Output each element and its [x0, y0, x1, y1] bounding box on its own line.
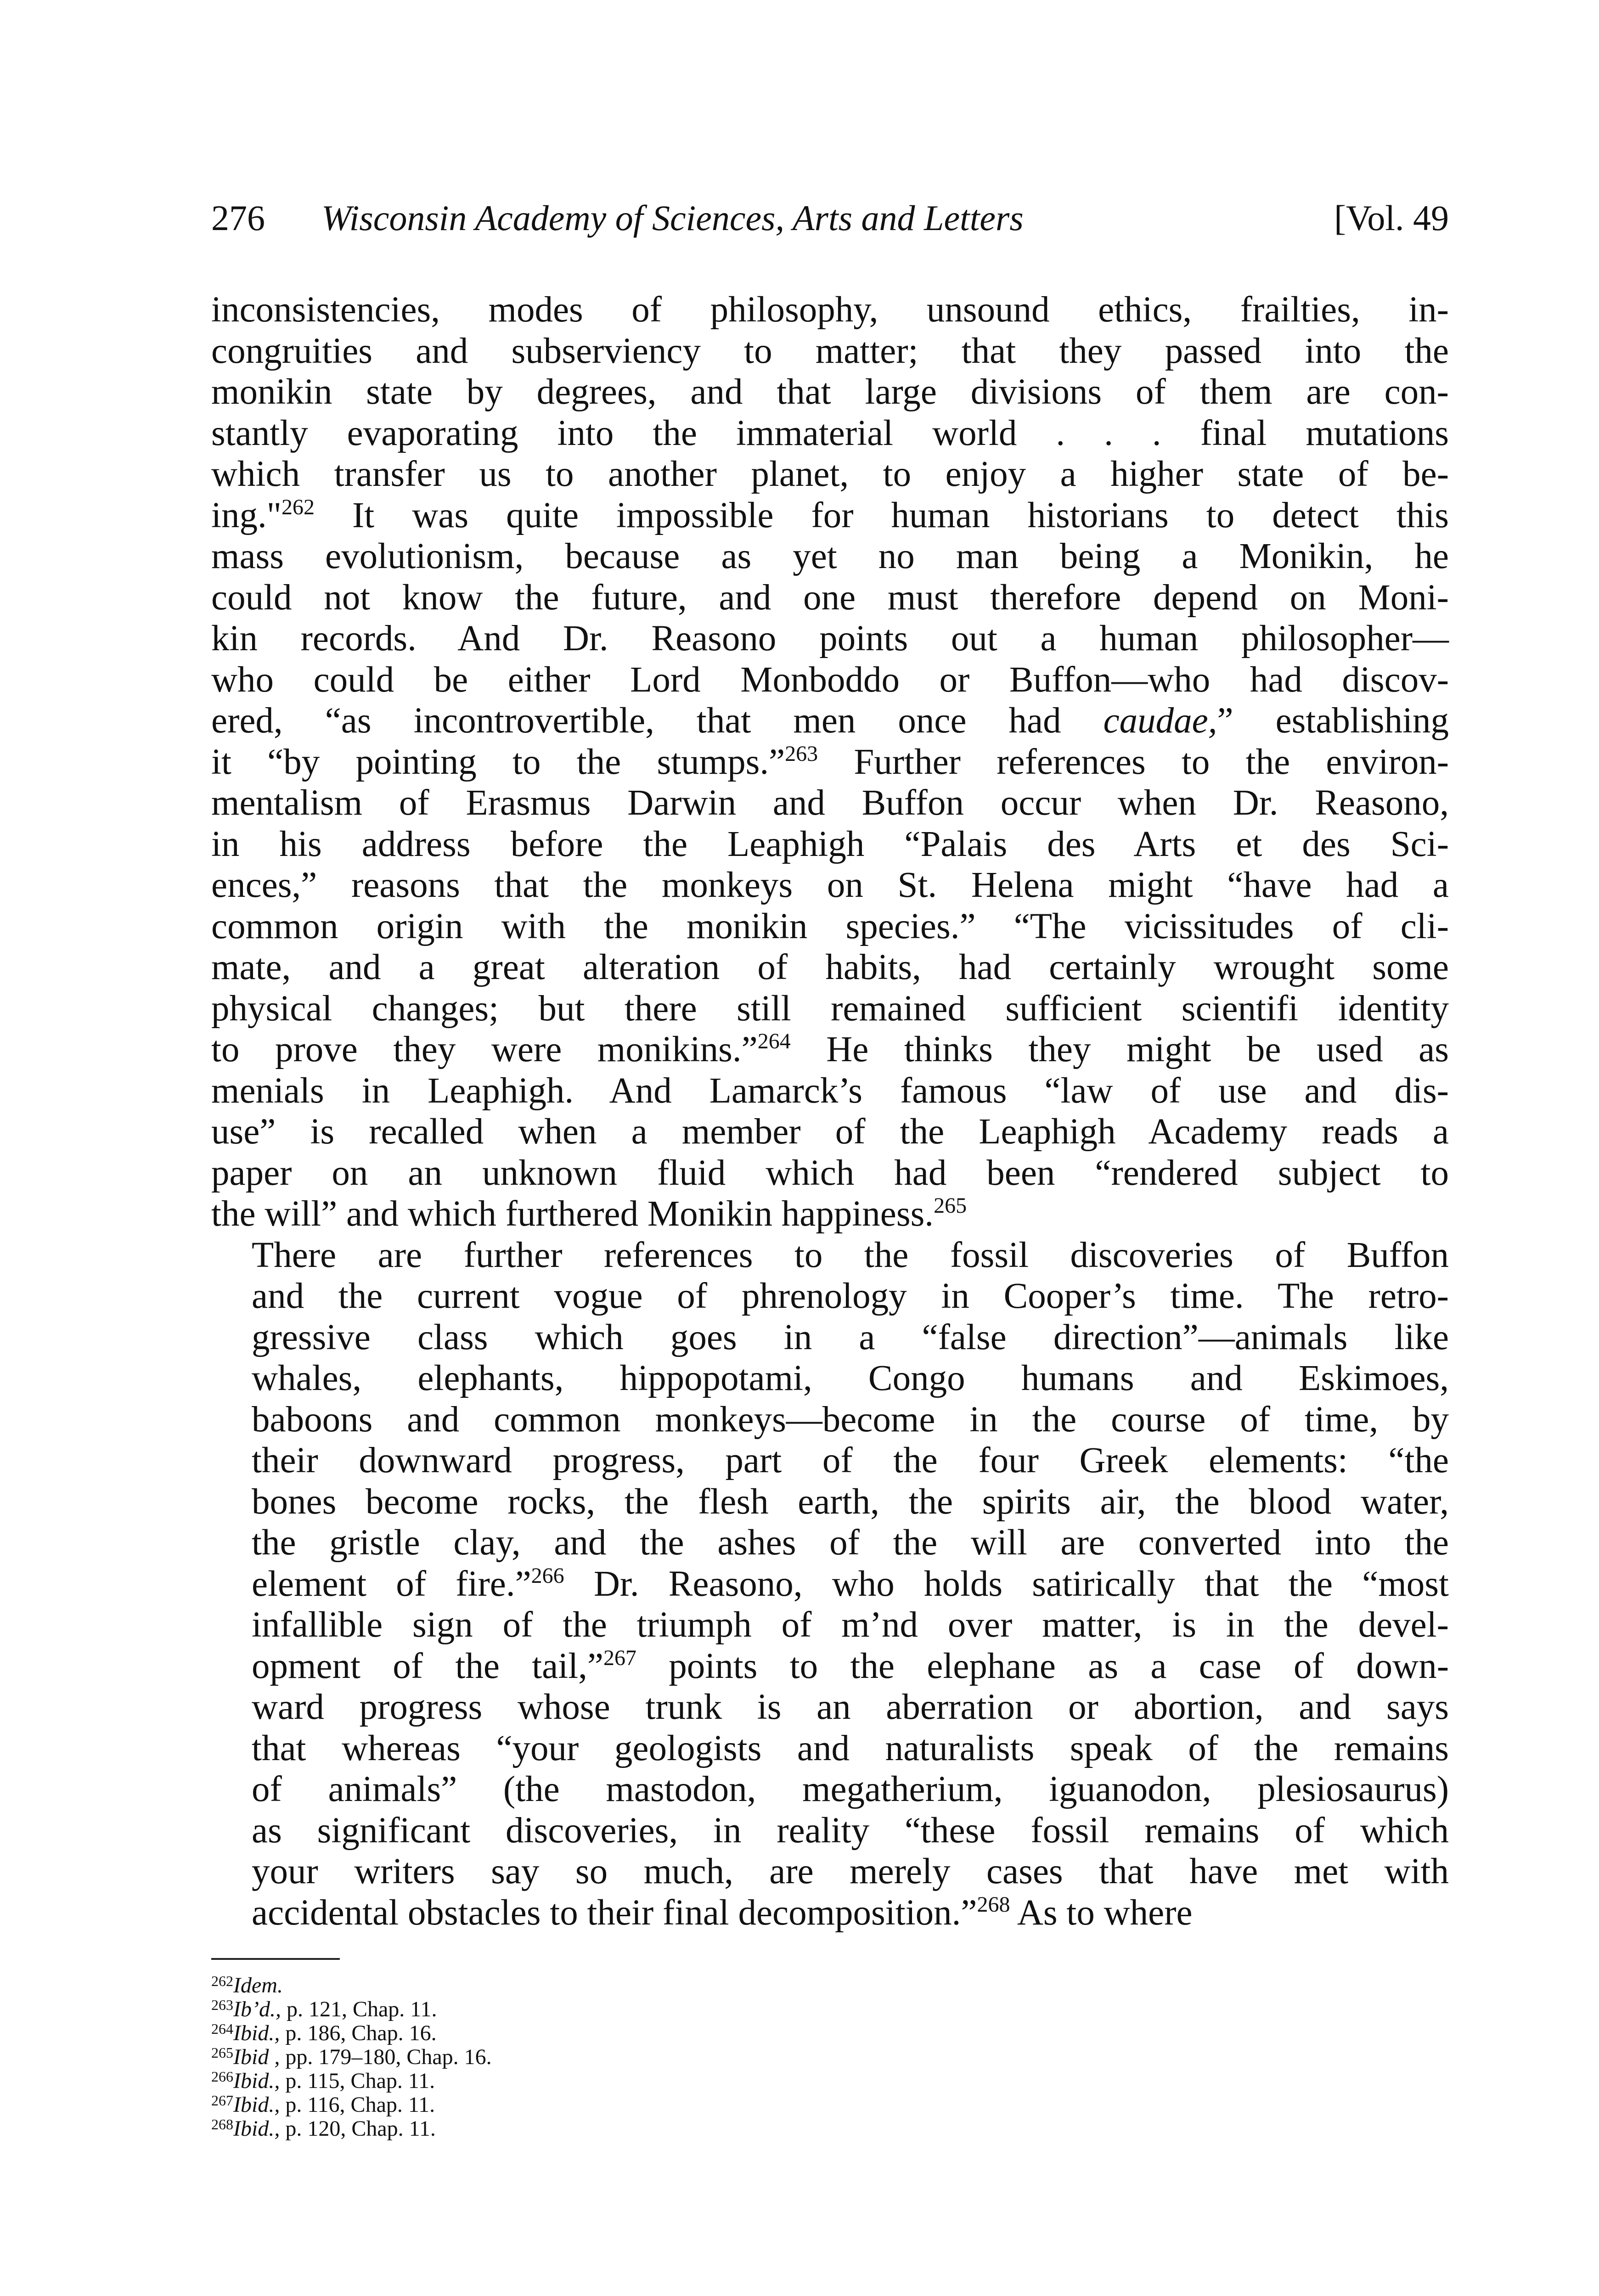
- running-head: [211, 193, 1449, 243]
- text-run: bones become rocks, the flesh earth, the spirits air, the blood water,: [252, 1481, 1449, 1522]
- text-line: [211, 454, 1449, 495]
- text-run: monikin state by degrees, and that large divisions of them are con-: [211, 372, 1449, 412]
- footnote-number: 266: [211, 2068, 233, 2085]
- text-run: kin records. And Dr. Reasono points out a human philosopher—: [211, 619, 1449, 658]
- text-run: the gristle clay, and the ashes of the will are converted into the: [252, 1523, 1449, 1563]
- text-line: [211, 824, 1449, 865]
- footnote-item: [211, 2045, 1449, 2069]
- text-run: As to where: [1010, 1892, 1193, 1933]
- text-line: [211, 1358, 1449, 1399]
- text-run: He thinks they might be used as: [790, 1030, 1449, 1069]
- paragraph: [211, 289, 1449, 1235]
- paragraph: [211, 1235, 1449, 1934]
- text-run: and the current vogue of phrenology in Cooper’s time. The retro-: [252, 1276, 1449, 1316]
- text-line: [211, 1440, 1449, 1481]
- footnote-marker: 265: [934, 1193, 967, 1218]
- text-run: mass evolutionism, because as yet no man being a Monikin, he: [211, 536, 1449, 576]
- text-run: physical changes; but there still remained sufficient scientifi identity: [211, 988, 1449, 1029]
- text-line: [211, 1564, 1449, 1605]
- footnote-number: 267: [211, 2092, 233, 2109]
- text-run: menials in Leaphigh. And Lamarck’s famous “law of use and dis-: [211, 1070, 1449, 1111]
- text-line: [211, 947, 1449, 988]
- footnote-marker: 266: [531, 1563, 564, 1588]
- text-run: accidental obstacles to their final decomposition.”: [252, 1892, 977, 1933]
- text-line: [211, 331, 1449, 372]
- footnote-reference: p. 186, Chap. 16.: [280, 2021, 437, 2045]
- footnote-item: [211, 2021, 1449, 2045]
- text-run: stantly evaporating into the immaterial world . . . final mutations: [211, 413, 1449, 453]
- text-line: [211, 1646, 1449, 1687]
- text-line: [211, 865, 1449, 906]
- text-run: Dr. Reasono, who holds satirically that the “most: [564, 1564, 1449, 1604]
- text-line: [211, 782, 1449, 824]
- text-run: It was quite impossible for human historians to detect this: [314, 495, 1449, 535]
- text-run: inconsistencies, modes of philosophy, unsound ethics, frailties, in-: [211, 290, 1449, 330]
- footnote-source: Ibid.,: [233, 2069, 280, 2093]
- footnote-reference: pp. 179–180, Chap. 16.: [280, 2045, 492, 2069]
- text-run: to prove they were monikins.”: [211, 1030, 758, 1069]
- text-line: [211, 906, 1449, 947]
- footnote-number: 263: [211, 1997, 233, 2013]
- text-run: points to the elephane as a case of down-: [636, 1646, 1449, 1686]
- text-run: baboons and common monkeys—become in the course of time, by: [252, 1399, 1449, 1440]
- text-run: ered, “as incontrovertible, that men once had: [211, 701, 1104, 741]
- footnote-source: Ibid.,: [233, 2021, 280, 2045]
- text-run: could not know the future, and one must therefore depend on Moni-: [211, 577, 1449, 618]
- footnote-reference: p. 115, Chap. 11.: [280, 2069, 435, 2093]
- footnote-marker: 264: [757, 1029, 791, 1053]
- text-run: infallible sign of the triumph of m’nd over matter, is in the devel-: [252, 1605, 1449, 1645]
- text-line: [211, 1153, 1449, 1194]
- text-run: in his address before the Leaphigh “Palais des Arts et des Sci-: [211, 824, 1449, 864]
- text-run: which transfer us to another planet, to enjoy a higher state of be-: [211, 454, 1449, 494]
- text-run: congruities and subserviency to matter; that they passed into the: [211, 331, 1449, 371]
- text-run: paper on an unknown fluid which had been “rendered subject to: [211, 1153, 1449, 1193]
- text-line: [211, 1276, 1449, 1317]
- text-run: ” establishing: [1217, 701, 1449, 741]
- footnote-item: [211, 2093, 1449, 2117]
- text-run: mate, and a great alteration of habits, had certainly wrought some: [211, 947, 1449, 987]
- text-line: [211, 1687, 1449, 1728]
- text-run: Further references to the environ-: [818, 742, 1449, 782]
- text-run: ing.": [211, 495, 282, 535]
- footnote-source: Ibid ,: [233, 2045, 280, 2069]
- text-run: ences,” reasons that the monkeys on St. Helena might “have had a: [211, 865, 1449, 905]
- footnote-number: 264: [211, 2020, 233, 2037]
- footnote-item: [211, 2069, 1449, 2093]
- text-run: element of fire.”: [252, 1564, 531, 1604]
- journal-page: [211, 193, 1449, 2141]
- footnote-item: [211, 1998, 1449, 2021]
- text-line: [211, 577, 1449, 619]
- text-run: that whereas “your geologists and naturalists speak of the remains: [252, 1728, 1449, 1768]
- text-run: the will” and which furthered Monikin happiness.: [211, 1194, 934, 1234]
- footnote-number: 265: [211, 2044, 233, 2061]
- text-line: [211, 1892, 1449, 1934]
- volume-label: [Vol. 49: [1334, 198, 1449, 238]
- text-line: [211, 1604, 1449, 1646]
- text-line: [211, 1851, 1449, 1892]
- text-line: [211, 742, 1449, 783]
- text-line: [211, 1193, 1449, 1235]
- text-line: [211, 1111, 1449, 1153]
- text-line: [211, 1522, 1449, 1564]
- text-line: [211, 659, 1449, 701]
- footnote-reference: p. 121, Chap. 11.: [281, 1997, 437, 2021]
- footnote-number: 262: [211, 1973, 233, 1989]
- text-line: [211, 413, 1449, 454]
- text-run: your writers say so much, are merely cases that have met with: [252, 1851, 1449, 1891]
- journal-title: Wisconsin Academy of Sciences, Arts and Letters: [321, 198, 1024, 238]
- text-run: as significant discoveries, in reality “these fossil remains of which: [252, 1810, 1449, 1851]
- text-line: [211, 1070, 1449, 1112]
- text-line: [211, 1235, 1449, 1276]
- footnote-marker: 263: [785, 741, 818, 766]
- footnote-reference: p. 120, Chap. 11.: [280, 2116, 436, 2141]
- footnote-item: [211, 2117, 1449, 2141]
- text-run: There are further references to the fossil discoveries of Buffon: [252, 1235, 1449, 1275]
- text-run: common origin with the monikin species.” “The vicissitudes of cli-: [211, 906, 1449, 946]
- footnote-number: 268: [211, 2116, 233, 2133]
- italic-text: caudae,: [1103, 701, 1217, 741]
- text-line: [211, 1769, 1449, 1810]
- footnotes: [211, 1974, 1449, 2141]
- text-line: [211, 1810, 1449, 1851]
- text-run: whales, elephants, hippopotami, Congo humans and Eskimoes,: [252, 1358, 1449, 1398]
- text-line: [211, 618, 1449, 659]
- footnote-source: Ibid.,: [233, 2116, 280, 2141]
- text-line: [211, 536, 1449, 577]
- text-run: who could be either Lord Monboddo or Buffon—who had discov-: [211, 659, 1449, 700]
- text-run: mentalism of Erasmus Darwin and Buffon occur when Dr. Reasono,: [211, 783, 1449, 823]
- footnote-marker: 268: [977, 1892, 1010, 1917]
- footnote-item: [211, 1974, 1449, 1998]
- footnote-source: Ibid.,: [233, 2093, 280, 2117]
- text-run: gressive class which goes in a “false direction”—animals like: [252, 1317, 1449, 1357]
- text-line: [211, 289, 1449, 331]
- text-run: opment of the tail,”: [252, 1646, 603, 1686]
- body-text: [211, 289, 1449, 1933]
- text-run: of animals” (the mastodon, megatherium, iguanodon, plesiosaurus): [252, 1769, 1449, 1809]
- footnote-marker: 262: [281, 495, 315, 519]
- text-line: [211, 1317, 1449, 1358]
- footnote-source: Idem.: [233, 1973, 283, 1998]
- text-line: [211, 700, 1449, 742]
- text-run: their downward progress, part of the four Greek elements: “the: [252, 1441, 1449, 1480]
- footnote-reference: p. 116, Chap. 11.: [280, 2093, 435, 2117]
- page-number: 276: [211, 198, 265, 238]
- text-line: [211, 988, 1449, 1030]
- text-run: use” is recalled when a member of the Leaphigh Academy reads a: [211, 1112, 1449, 1152]
- text-line: [211, 1481, 1449, 1523]
- text-line: [211, 1399, 1449, 1441]
- footnote-marker: 267: [603, 1645, 636, 1670]
- text-run: ward progress whose trunk is an aberration or abortion, and says: [252, 1687, 1449, 1727]
- text-line: [211, 1728, 1449, 1769]
- text-line: [211, 371, 1449, 413]
- text-line: [211, 495, 1449, 536]
- footnote-rule: [211, 1958, 340, 1960]
- footnote-source: Ib’d.,: [233, 1997, 281, 2021]
- text-run: it “by pointing to the stumps.”: [211, 742, 785, 782]
- text-line: [211, 1029, 1449, 1070]
